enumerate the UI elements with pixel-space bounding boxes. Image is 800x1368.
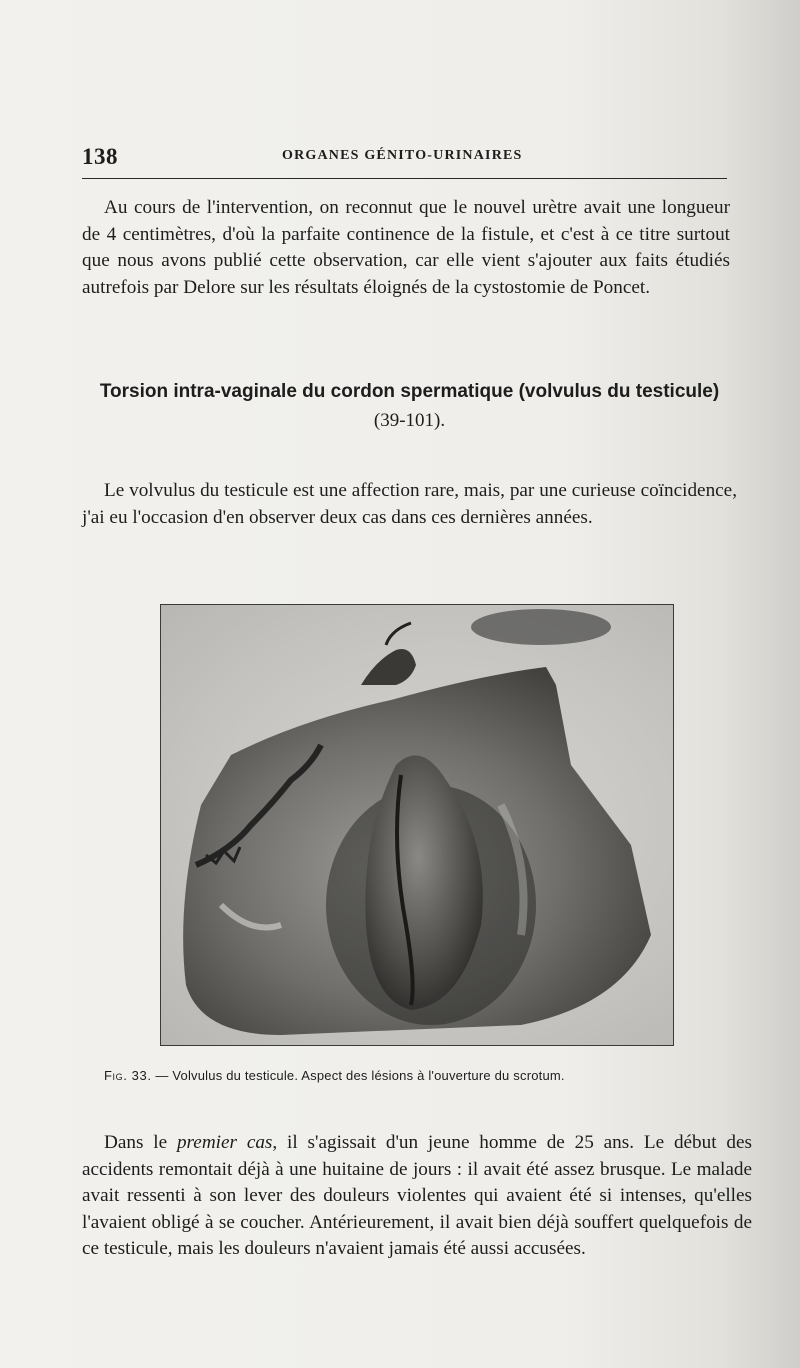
figure-label: Fig. 33. bbox=[104, 1068, 152, 1083]
figure-caption bbox=[104, 1068, 734, 1083]
page-number: 138 bbox=[82, 144, 118, 169]
paragraph-first-case-start: Dans le bbox=[104, 1132, 177, 1153]
figure-illustration bbox=[160, 604, 674, 1046]
paragraph-volvulus-intro: Le volvulus du testicule est une affection rare, mais, par une curieuse coïncidence, j'ai eu l'occasion d'en observer deux cas dans ces dernières années. bbox=[82, 480, 737, 528]
paragraph-first-case-italic: premier cas bbox=[176, 1132, 273, 1153]
running-head: ORGANES GÉNITO-URINAIRES bbox=[282, 148, 523, 163]
paragraph-first-case bbox=[82, 1130, 752, 1263]
section-reference: (39-101). bbox=[373, 410, 446, 431]
paragraph-first-case-rest: , il s'agissait d'un jeune homme de 25 ans. Le début des accidents remontait déjà à une huitaine de jours : il avait été assez brusque. Le malade avait ressenti à son lever des douleurs violentes qui avaient été si intenses, qu'elles l'avaient obligé à se coucher. Antérieurement, il avait bien déjà souffert quelquefois de ce testicule, mais les douleurs n'avaient jamais été aussi accusées. bbox=[82, 1132, 752, 1260]
page-header bbox=[82, 138, 727, 179]
figure-caption-text: — Volvulus du testicule. Aspect des lésions à l'ouverture du scrotum. bbox=[151, 1068, 565, 1083]
section-title: Torsion intra-vaginale du cordon spermatique (volvulus du testicule) bbox=[99, 381, 720, 402]
paragraph-intervention: Au cours de l'intervention, on reconnut que le nouvel urètre avait une longueur de 4 centimètres, d'où la parfaite continence de la fistule, et c'est à ce titre surtout que nous avons publié cette observation, car elle vient s'ajouter aux faits étudiés autrefois par Delore sur les résultats éloignés de la cystostomie de Poncet. bbox=[82, 197, 730, 298]
testicle-volvulus-drawing bbox=[161, 605, 673, 1045]
